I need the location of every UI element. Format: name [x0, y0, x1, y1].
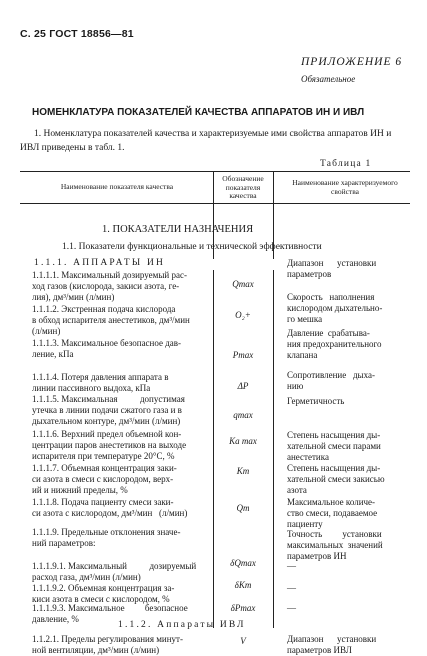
row-property: Герметичность: [287, 396, 345, 406]
row-symbol: Qmax: [232, 279, 254, 289]
column-divider-2b: [273, 270, 274, 628]
row-name: 1.1.1.8. Подача пациенту смеси заки- си азота с кислородом, дм³/мин (л/мин): [32, 497, 188, 519]
row-name: 1.1.1.9.1. Максимальный дозируемый расход газа, дм³/мин (л/мин): [32, 561, 197, 583]
row-property: —: [287, 561, 296, 571]
intro-paragraph: 1. Номенклатура показателей качества и характеризуемые ими свойства аппаратов ИН и ИВЛ приведены в табл. 1.: [20, 129, 392, 153]
row-symbol: Km: [236, 466, 250, 476]
group-title-in: 1.1.1. АППАРАТЫ ИН: [34, 258, 166, 268]
row-name: 1.1.1.4. Потеря давления аппарата в линии пассивного выдоха, кПа: [32, 372, 169, 394]
row-symbol: qmax: [233, 410, 253, 420]
table-top-rule: [20, 171, 410, 172]
row-symbol: Pmax: [232, 350, 254, 360]
row-symbol: δKm: [234, 580, 252, 590]
page-header: С. 25 ГОСТ 18856—81: [20, 28, 134, 40]
row-property: Степень насыщения ды- хательной смеси закисью азота: [287, 463, 385, 496]
row-property: Скорость наполнения кислородом дыхательно- го мешка: [287, 292, 383, 325]
row-property: Максимальное количе- ство смеси, подаваемое пациенту: [287, 497, 378, 530]
row-property: —: [287, 583, 296, 593]
table-label: Таблица 1: [320, 159, 372, 169]
row-name: 1.1.1.9.3. Максимальное безопасное давление, %: [32, 603, 188, 625]
row-symbol: ΔP: [237, 381, 249, 391]
subsection-title: 1.1. Показатели функциональные и технической эффективности: [62, 242, 322, 252]
row-property: Точность установки максимальных значений параметров ИН: [287, 529, 383, 562]
row-symbol: Ka max: [229, 436, 257, 446]
section-title: 1. ПОКАЗАТЕЛИ НАЗНАЧЕНИЯ: [102, 224, 254, 235]
row-property: Сопротивление дыха- нию: [287, 370, 375, 392]
document-title: НОМЕНКЛАТУРА ПОКАЗАТЕЛЕЙ КАЧЕСТВА АППАРАТОВ ИН И ИВЛ: [32, 107, 365, 118]
row-property: Диапазон установки параметров: [287, 258, 377, 280]
group-title-ivl: 1.1.2. Аппараты ИВЛ: [118, 620, 246, 630]
row-name: 1.1.1.9.2. Объемная концентрация за- киси азота в смеси с кислородом, %: [32, 583, 175, 605]
column-divider-2: [213, 270, 214, 628]
row-symbol: V: [240, 636, 246, 646]
row-symbol: O₂+: [235, 310, 251, 320]
row-symbol: δPmax: [230, 603, 256, 613]
row-name: 1.1.2.1. Пределы регулирования минут- ной вентиляции, дм³/мин (л/мин): [32, 634, 183, 656]
row-name: 1.1.1.5. Максимальная допустимая утечка в линии подачи сжатого газа и в дыхательном контуре, дм³/мин (л/мин): [32, 394, 185, 427]
row-name: 1.1.1.2. Экстренная подача кислорода в обход испарителя анестетиков, дм³/мин (л/мин): [32, 304, 190, 337]
column-header-name: Наименование показателя качества: [60, 182, 174, 191]
column-header-property: Наименование характеризуемого свойства: [292, 178, 398, 196]
row-symbol: δQmax: [230, 558, 256, 568]
row-property: Давление срабатыва- ния предохранительного клапана: [287, 328, 382, 361]
row-name: 1.1.1.6. Верхний предел объемной кон- центрации паров анестетиков на выходе испарителя при температуре 20°С, %: [32, 429, 187, 462]
row-symbol: Qm: [236, 503, 250, 513]
row-property: Диапазон установки параметров ИВЛ: [287, 634, 377, 656]
appendix-status: Обязательное: [301, 74, 356, 84]
column-header-symbol: Обозначение показателя качества: [222, 174, 264, 200]
row-name: 1.1.1.9. Предельные отклонения значе- ний параметров:: [32, 527, 181, 549]
row-name: 1.1.1.1. Максимальный дозируемый рас- ход газов (кислорода, закиси азота, ге- лия), дм³/мин (л/мин): [32, 270, 187, 303]
row-name: 1.1.1.3. Максимальное безопасное дав- ление, кПа: [32, 338, 182, 360]
table-header-rule: [20, 203, 410, 204]
row-name: 1.1.1.7. Объемная концентрация заки- си азота в смеси с кислородом, верх- ий и нижний пределы, %: [32, 463, 177, 496]
row-property: —: [287, 603, 296, 613]
row-property: Степень насыщения ды- хательной смеси парами анестетика: [287, 430, 381, 463]
appendix-label: ПРИЛОЖЕНИЕ 6: [301, 56, 403, 68]
